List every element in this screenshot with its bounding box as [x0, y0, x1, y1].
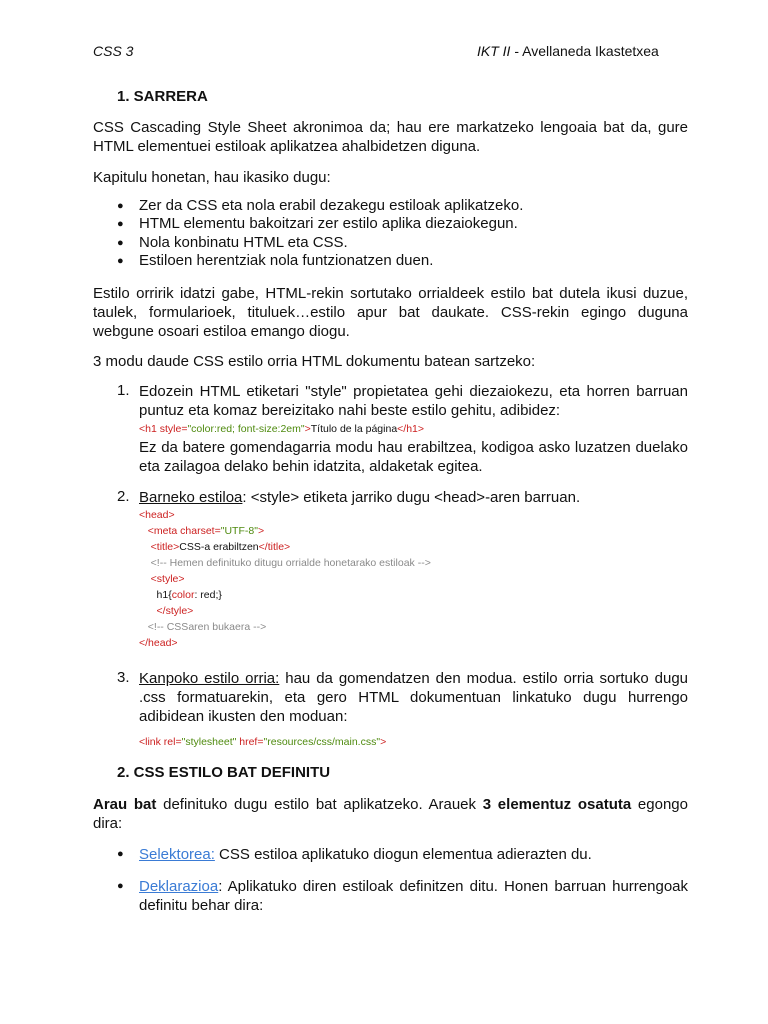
- section-2-title: 2. CSS ESTILO BAT DEFINITU: [117, 764, 331, 781]
- bullet-icon: ●: [117, 880, 124, 892]
- bullet-icon: ●: [117, 848, 124, 860]
- selector-link[interactable]: Selektorea:: [139, 846, 215, 863]
- intro-paragraph: CSS Cascading Style Sheet akronimoa da; hau ere markatzeko lengoaia bat da, gure HTML elementuei estiloak aplikatzea ahalbidetzen diguna.: [93, 119, 688, 155]
- bullet-icon: ●: [117, 237, 124, 249]
- inline-style-text: Edozein HTML etiketari "style" propietatea gehi diezaiokezu, eta horren barruan puntuz eta komaz bereizitako nahi beste estilo gehitu, adibidez:: [139, 383, 688, 419]
- list-item: HTML elementu bakoitzari zer estilo aplika diezaiokegun.: [139, 215, 518, 232]
- chapter-paragraph: Kapitulu honetan, hau ikasiko dugu:: [93, 169, 331, 186]
- internal-style-text: Barneko estiloa: <style> etiketa jarriko dugu <head>-aren barruan.: [139, 489, 581, 506]
- list-item: Nola konbinatu HTML eta CSS.: [139, 234, 348, 251]
- header-course: IKT II: [477, 43, 511, 59]
- internal-style-label: Barneko estiloa: [139, 489, 243, 506]
- list-number: 1.: [117, 382, 130, 399]
- rule-paragraph: Arau bat definituko dugu estilo bat aplikatzeko. Arauek 3 elementuz osatuta egongo dira:: [93, 796, 688, 832]
- section-1-title: 1. SARRERA: [117, 88, 208, 105]
- declaration-link[interactable]: Deklarazioa: [139, 878, 219, 895]
- bullet-icon: ●: [117, 200, 124, 212]
- internal-style-code: <head> <meta charset="UTF-8"> <title>CSS-a erabiltzen</title> <!-- Hemen definituko ditugu orrialde honetarako estiloak --> <style> h1{color: red;} </style> <!-- CSSaren bukaera --> </head>: [139, 509, 431, 649]
- inline-style-note: Ez da batere gomendagarria modu hau erabiltzea, kodigoa asko luzatzen duelako eta zailagoa delako behin idatzita, aldaketak egitea.: [139, 439, 688, 475]
- list-item: Estiloen herentziak nola funtzionatzen duen.: [139, 252, 434, 269]
- style-paragraph: Estilo orririk idatzi gabe, HTML-rekin sortutako orrialdeek estilo bat dutela ikusi duzue, taulek, formularioek, tituluek…estilo apur bat daukate. CSS-rekin egingo duguna webgune osoari estiloa emango diogu.: [93, 285, 688, 340]
- modes-paragraph: 3 modu daude CSS estilo orria HTML dokumentu batean sartzeko:: [93, 353, 536, 370]
- header-school: - Avellaneda Ikastetxea: [510, 43, 659, 59]
- external-style-label: Kanpoko estilo orria:: [139, 670, 280, 687]
- list-item: Selektorea: CSS estiloa aplikatuko diogun elementua adierazten du.: [139, 846, 592, 863]
- external-style-text: Kanpoko estilo orria: hau da gomendatzen den modua. estilo orria sortuko dugu .css formatuarekin, eta gero HTML dokumentuan linkatuko dugu hurrengo adibidean ikusten den moduan:: [139, 670, 688, 725]
- header-left: CSS 3: [93, 43, 134, 59]
- inline-style-code: <h1 style="color:red; font-size:2em">Título de la página</h1>: [139, 423, 425, 435]
- list-item: Deklarazioa: Aplikatuko diren estiloak definitzen ditu. Honen barruan hurrengoak definitu behar dira:: [139, 878, 688, 914]
- external-style-code: <link rel="stylesheet" href="resources/css/main.css">: [139, 736, 387, 748]
- list-number: 3.: [117, 669, 130, 686]
- list-item: Zer da CSS eta nola erabil dezakegu estiloak aplikatzeko.: [139, 197, 524, 214]
- header-right: [477, 43, 659, 59]
- list-number: 2.: [117, 488, 130, 505]
- bullet-icon: ●: [117, 255, 124, 267]
- bullet-icon: ●: [117, 218, 124, 230]
